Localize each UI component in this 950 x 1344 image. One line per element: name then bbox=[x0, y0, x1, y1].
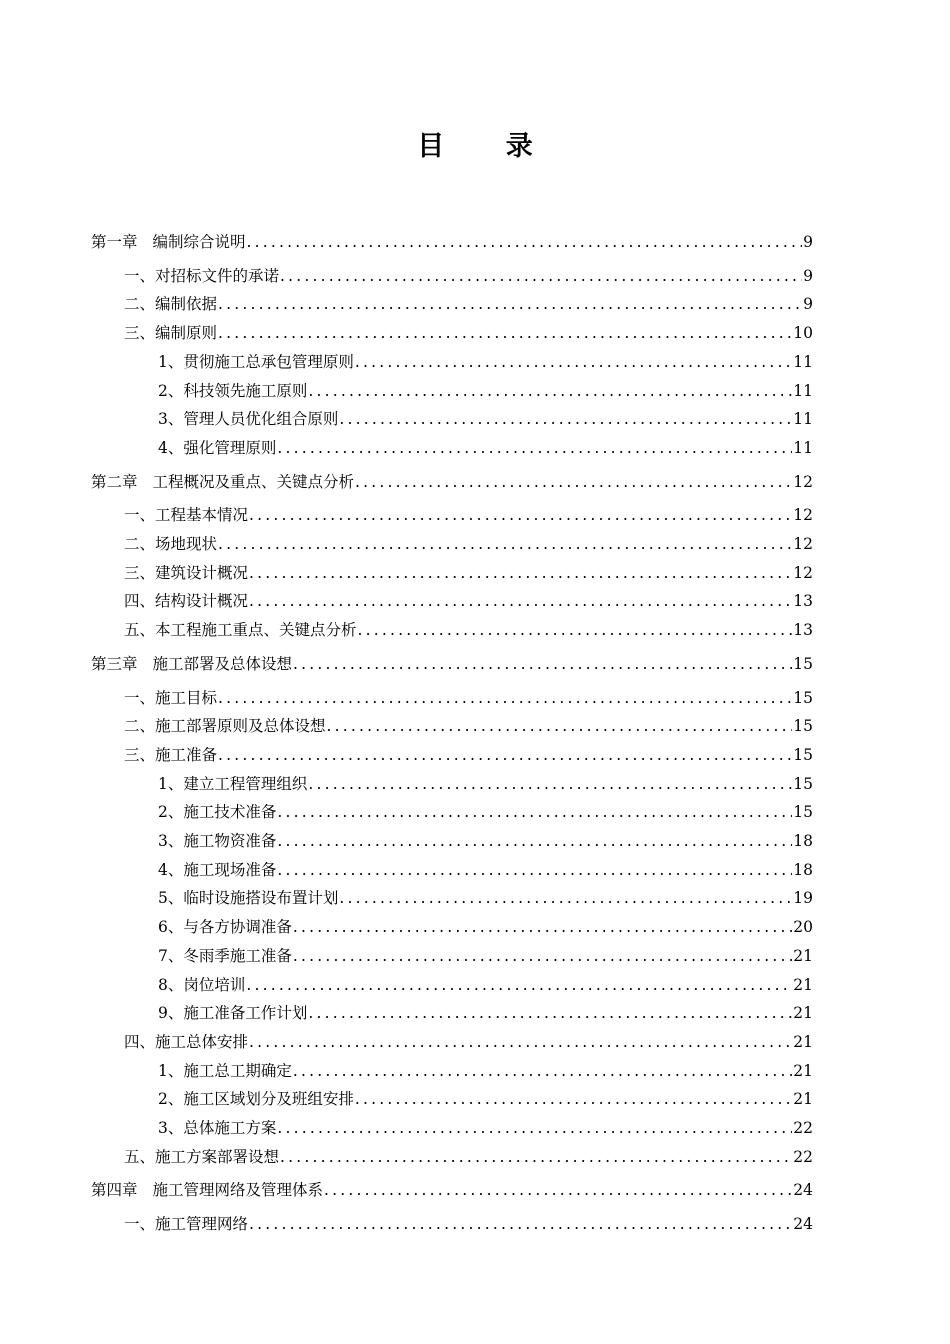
toc-page-number: 12 bbox=[793, 506, 813, 525]
dot-leader bbox=[249, 558, 792, 588]
toc-entry-label: 3、施工物资准备 bbox=[158, 832, 277, 850]
toc-section-entry[interactable] bbox=[124, 740, 813, 770]
toc-entry-label: 4、施工现场准备 bbox=[158, 860, 277, 879]
toc-entry-label: 三、建筑设计概况 bbox=[124, 563, 249, 582]
dot-leader bbox=[277, 1113, 792, 1143]
dot-leader bbox=[218, 683, 792, 713]
dot-leader bbox=[218, 529, 792, 559]
toc-page-number: 18 bbox=[793, 832, 813, 850]
toc-section-entry[interactable] bbox=[124, 1027, 813, 1057]
toc-entry-label: 3、管理人员优化组合原则 bbox=[158, 410, 339, 429]
toc-page-number: 24 bbox=[793, 1215, 813, 1234]
toc-section-entry[interactable] bbox=[124, 1209, 813, 1239]
toc-section-entry[interactable] bbox=[124, 318, 813, 348]
toc-subsection-entry[interactable] bbox=[158, 826, 813, 856]
chapter-title: 工程概况及重点、关键点分析 bbox=[152, 472, 355, 491]
dot-leader bbox=[308, 376, 792, 406]
toc-page-number: 15 bbox=[793, 774, 813, 793]
page-title: 目 录 bbox=[417, 131, 559, 162]
dot-leader bbox=[355, 467, 792, 497]
dot-leader bbox=[249, 1027, 792, 1057]
toc-subsection-entry[interactable] bbox=[158, 797, 813, 827]
toc-subsection-entry[interactable] bbox=[158, 433, 813, 463]
dot-leader bbox=[277, 433, 792, 463]
chapter-number: 第三章 bbox=[91, 654, 138, 673]
chapter-title: 编制综合说明 bbox=[152, 233, 246, 251]
toc-subsection-entry[interactable] bbox=[158, 1056, 813, 1086]
toc-entry-label: 二、编制依据 bbox=[124, 295, 218, 314]
toc-page-number: 22 bbox=[793, 1119, 813, 1137]
toc-page-number: 15 bbox=[793, 745, 813, 764]
toc-page-number: 18 bbox=[793, 860, 813, 879]
dot-leader bbox=[293, 649, 792, 679]
toc-subsection-entry[interactable] bbox=[158, 998, 813, 1028]
dot-leader bbox=[355, 347, 792, 377]
toc-subsection-entry[interactable] bbox=[158, 883, 813, 913]
toc-subsection-entry[interactable] bbox=[158, 376, 813, 406]
toc-entry-label: 三、编制原则 bbox=[124, 324, 218, 343]
dot-leader bbox=[308, 998, 792, 1028]
toc-chapter-entry[interactable] bbox=[91, 649, 813, 679]
toc-page-number: 12 bbox=[793, 563, 813, 582]
toc-entry-label: 四、结构设计概况 bbox=[124, 592, 249, 611]
toc-entry-label: 6、与各方协调准备 bbox=[158, 918, 292, 937]
toc-subsection-entry[interactable] bbox=[158, 970, 813, 1000]
toc-entry-label: 五、本工程施工重点、关键点分析 bbox=[124, 621, 357, 640]
toc-page-number: 24 bbox=[793, 1181, 813, 1200]
toc-entry-label: 四、施工总体安排 bbox=[124, 1032, 249, 1051]
toc-subsection-entry[interactable] bbox=[158, 347, 813, 377]
chapter-number: 第四章 bbox=[91, 1181, 138, 1200]
toc-page-number: 11 bbox=[793, 410, 813, 429]
toc-page-number: 15 bbox=[793, 654, 813, 673]
toc-section-entry[interactable] bbox=[124, 261, 813, 291]
toc-page-number: 15 bbox=[793, 688, 813, 707]
chapter-number: 第一章 bbox=[91, 233, 138, 251]
toc-page-number: 21 bbox=[793, 1004, 813, 1023]
dot-leader bbox=[218, 318, 792, 348]
toc-page-number: 15 bbox=[793, 717, 813, 736]
toc-entry-label: 一、工程基本情况 bbox=[124, 506, 249, 525]
toc-entry-label: 1、贯彻施工总承包管理原则 bbox=[158, 352, 354, 371]
toc-page-number: 21 bbox=[793, 1090, 813, 1109]
toc-section-entry[interactable] bbox=[124, 683, 813, 713]
dot-leader bbox=[280, 1142, 792, 1172]
toc-entry-label: 5、临时设施搭设布置计划 bbox=[158, 889, 339, 908]
dot-leader bbox=[277, 826, 792, 856]
toc-section-entry[interactable] bbox=[124, 558, 813, 588]
toc-subsection-entry[interactable] bbox=[158, 855, 813, 885]
toc-entry-label bbox=[91, 649, 292, 679]
toc-page-number: 15 bbox=[793, 803, 813, 822]
dot-leader bbox=[277, 855, 792, 885]
toc-section-entry[interactable] bbox=[124, 500, 813, 530]
toc-entry-label: 4、强化管理原则 bbox=[158, 438, 277, 457]
toc-page-number: 22 bbox=[793, 1147, 813, 1166]
dot-leader bbox=[339, 404, 792, 434]
dot-leader bbox=[355, 1084, 792, 1114]
dot-leader bbox=[324, 1175, 792, 1205]
dot-leader bbox=[280, 261, 802, 291]
toc-entry-label bbox=[91, 467, 354, 497]
toc-entry-label: 8、岗位培训 bbox=[158, 975, 246, 994]
toc-entry-label bbox=[91, 227, 246, 257]
toc-entry-label: 一、施工目标 bbox=[124, 688, 218, 707]
toc-chapter-entry[interactable] bbox=[91, 467, 813, 497]
chapter-title: 施工管理网络及管理体系 bbox=[152, 1181, 324, 1200]
toc-entry-label: 2、施工区域划分及班组安排 bbox=[158, 1090, 354, 1109]
dot-leader bbox=[293, 912, 792, 942]
toc-entry-label: 2、科技领先施工原则 bbox=[158, 381, 308, 400]
dot-leader bbox=[339, 883, 792, 913]
toc-section-entry[interactable] bbox=[124, 586, 813, 616]
toc-entry-label: 二、施工部署原则及总体设想 bbox=[124, 717, 326, 736]
toc-chapter-entry[interactable] bbox=[91, 1175, 813, 1205]
toc-page-number: 21 bbox=[793, 1061, 813, 1080]
chapter-number: 第二章 bbox=[91, 472, 138, 491]
toc-page-number: 20 bbox=[793, 918, 813, 937]
toc-entry-label: 三、施工准备 bbox=[124, 745, 218, 764]
dot-leader bbox=[249, 586, 792, 616]
dot-leader bbox=[277, 797, 792, 827]
dot-leader bbox=[246, 970, 792, 1000]
toc-chapter-entry[interactable] bbox=[91, 227, 813, 257]
toc-section-entry[interactable] bbox=[124, 615, 813, 645]
toc-page-number: 12 bbox=[793, 472, 813, 491]
dot-leader bbox=[327, 711, 793, 741]
toc-entry-label: 二、场地现状 bbox=[124, 535, 218, 553]
toc-entry-label: 3、总体施工方案 bbox=[158, 1119, 277, 1137]
toc-entry-label: 9、施工准备工作计划 bbox=[158, 1004, 308, 1023]
toc-subsection-entry[interactable] bbox=[158, 1113, 813, 1143]
toc-page-number: 21 bbox=[793, 975, 813, 994]
dot-leader bbox=[293, 941, 792, 971]
dot-leader bbox=[249, 1209, 792, 1239]
toc-page-number: 19 bbox=[793, 889, 813, 908]
toc-page-number: 10 bbox=[793, 324, 813, 343]
toc-page-number: 13 bbox=[793, 621, 813, 640]
toc-entry-label: 一、对招标文件的承诺 bbox=[124, 266, 280, 285]
toc-page-number: 11 bbox=[793, 438, 813, 457]
dot-leader bbox=[249, 500, 792, 530]
toc-section-entry[interactable] bbox=[124, 289, 813, 319]
dot-leader bbox=[247, 227, 803, 257]
toc-page-number: 21 bbox=[793, 946, 813, 965]
chapter-title: 施工部署及总体设想 bbox=[152, 654, 293, 673]
toc-page-number: 9 bbox=[803, 233, 813, 251]
toc-page-number: 11 bbox=[793, 381, 813, 400]
dot-leader bbox=[218, 740, 792, 770]
toc-subsection-entry[interactable] bbox=[158, 941, 813, 971]
toc-entry-label: 7、冬雨季施工准备 bbox=[158, 946, 292, 965]
toc-entry-label bbox=[91, 1175, 323, 1205]
toc-subsection-entry[interactable] bbox=[158, 404, 813, 434]
toc-page-number: 11 bbox=[793, 352, 813, 371]
toc-entry-label: 五、施工方案部署设想 bbox=[124, 1147, 280, 1166]
toc-section-entry[interactable] bbox=[124, 529, 813, 559]
dot-leader bbox=[308, 769, 792, 799]
toc-subsection-entry[interactable] bbox=[158, 1084, 813, 1114]
toc-subsection-entry[interactable] bbox=[158, 769, 813, 799]
toc-entry-label: 1、建立工程管理组织 bbox=[158, 774, 308, 793]
toc-subsection-entry[interactable] bbox=[158, 912, 813, 942]
toc-entry-label: 1、施工总工期确定 bbox=[158, 1061, 292, 1080]
toc-entry-label: 2、施工技术准备 bbox=[158, 803, 277, 822]
toc-page-number: 12 bbox=[793, 535, 813, 553]
toc-page-number: 21 bbox=[793, 1032, 813, 1051]
dot-leader bbox=[293, 1056, 792, 1086]
toc-page-number: 13 bbox=[793, 592, 813, 611]
toc-section-entry[interactable] bbox=[124, 1142, 813, 1172]
toc-entry-label: 一、施工管理网络 bbox=[124, 1215, 249, 1234]
toc-section-entry[interactable] bbox=[124, 711, 813, 741]
toc-page-number: 9 bbox=[803, 295, 813, 314]
dot-leader bbox=[358, 615, 793, 645]
toc-page-number: 9 bbox=[803, 266, 813, 285]
dot-leader bbox=[218, 289, 802, 319]
